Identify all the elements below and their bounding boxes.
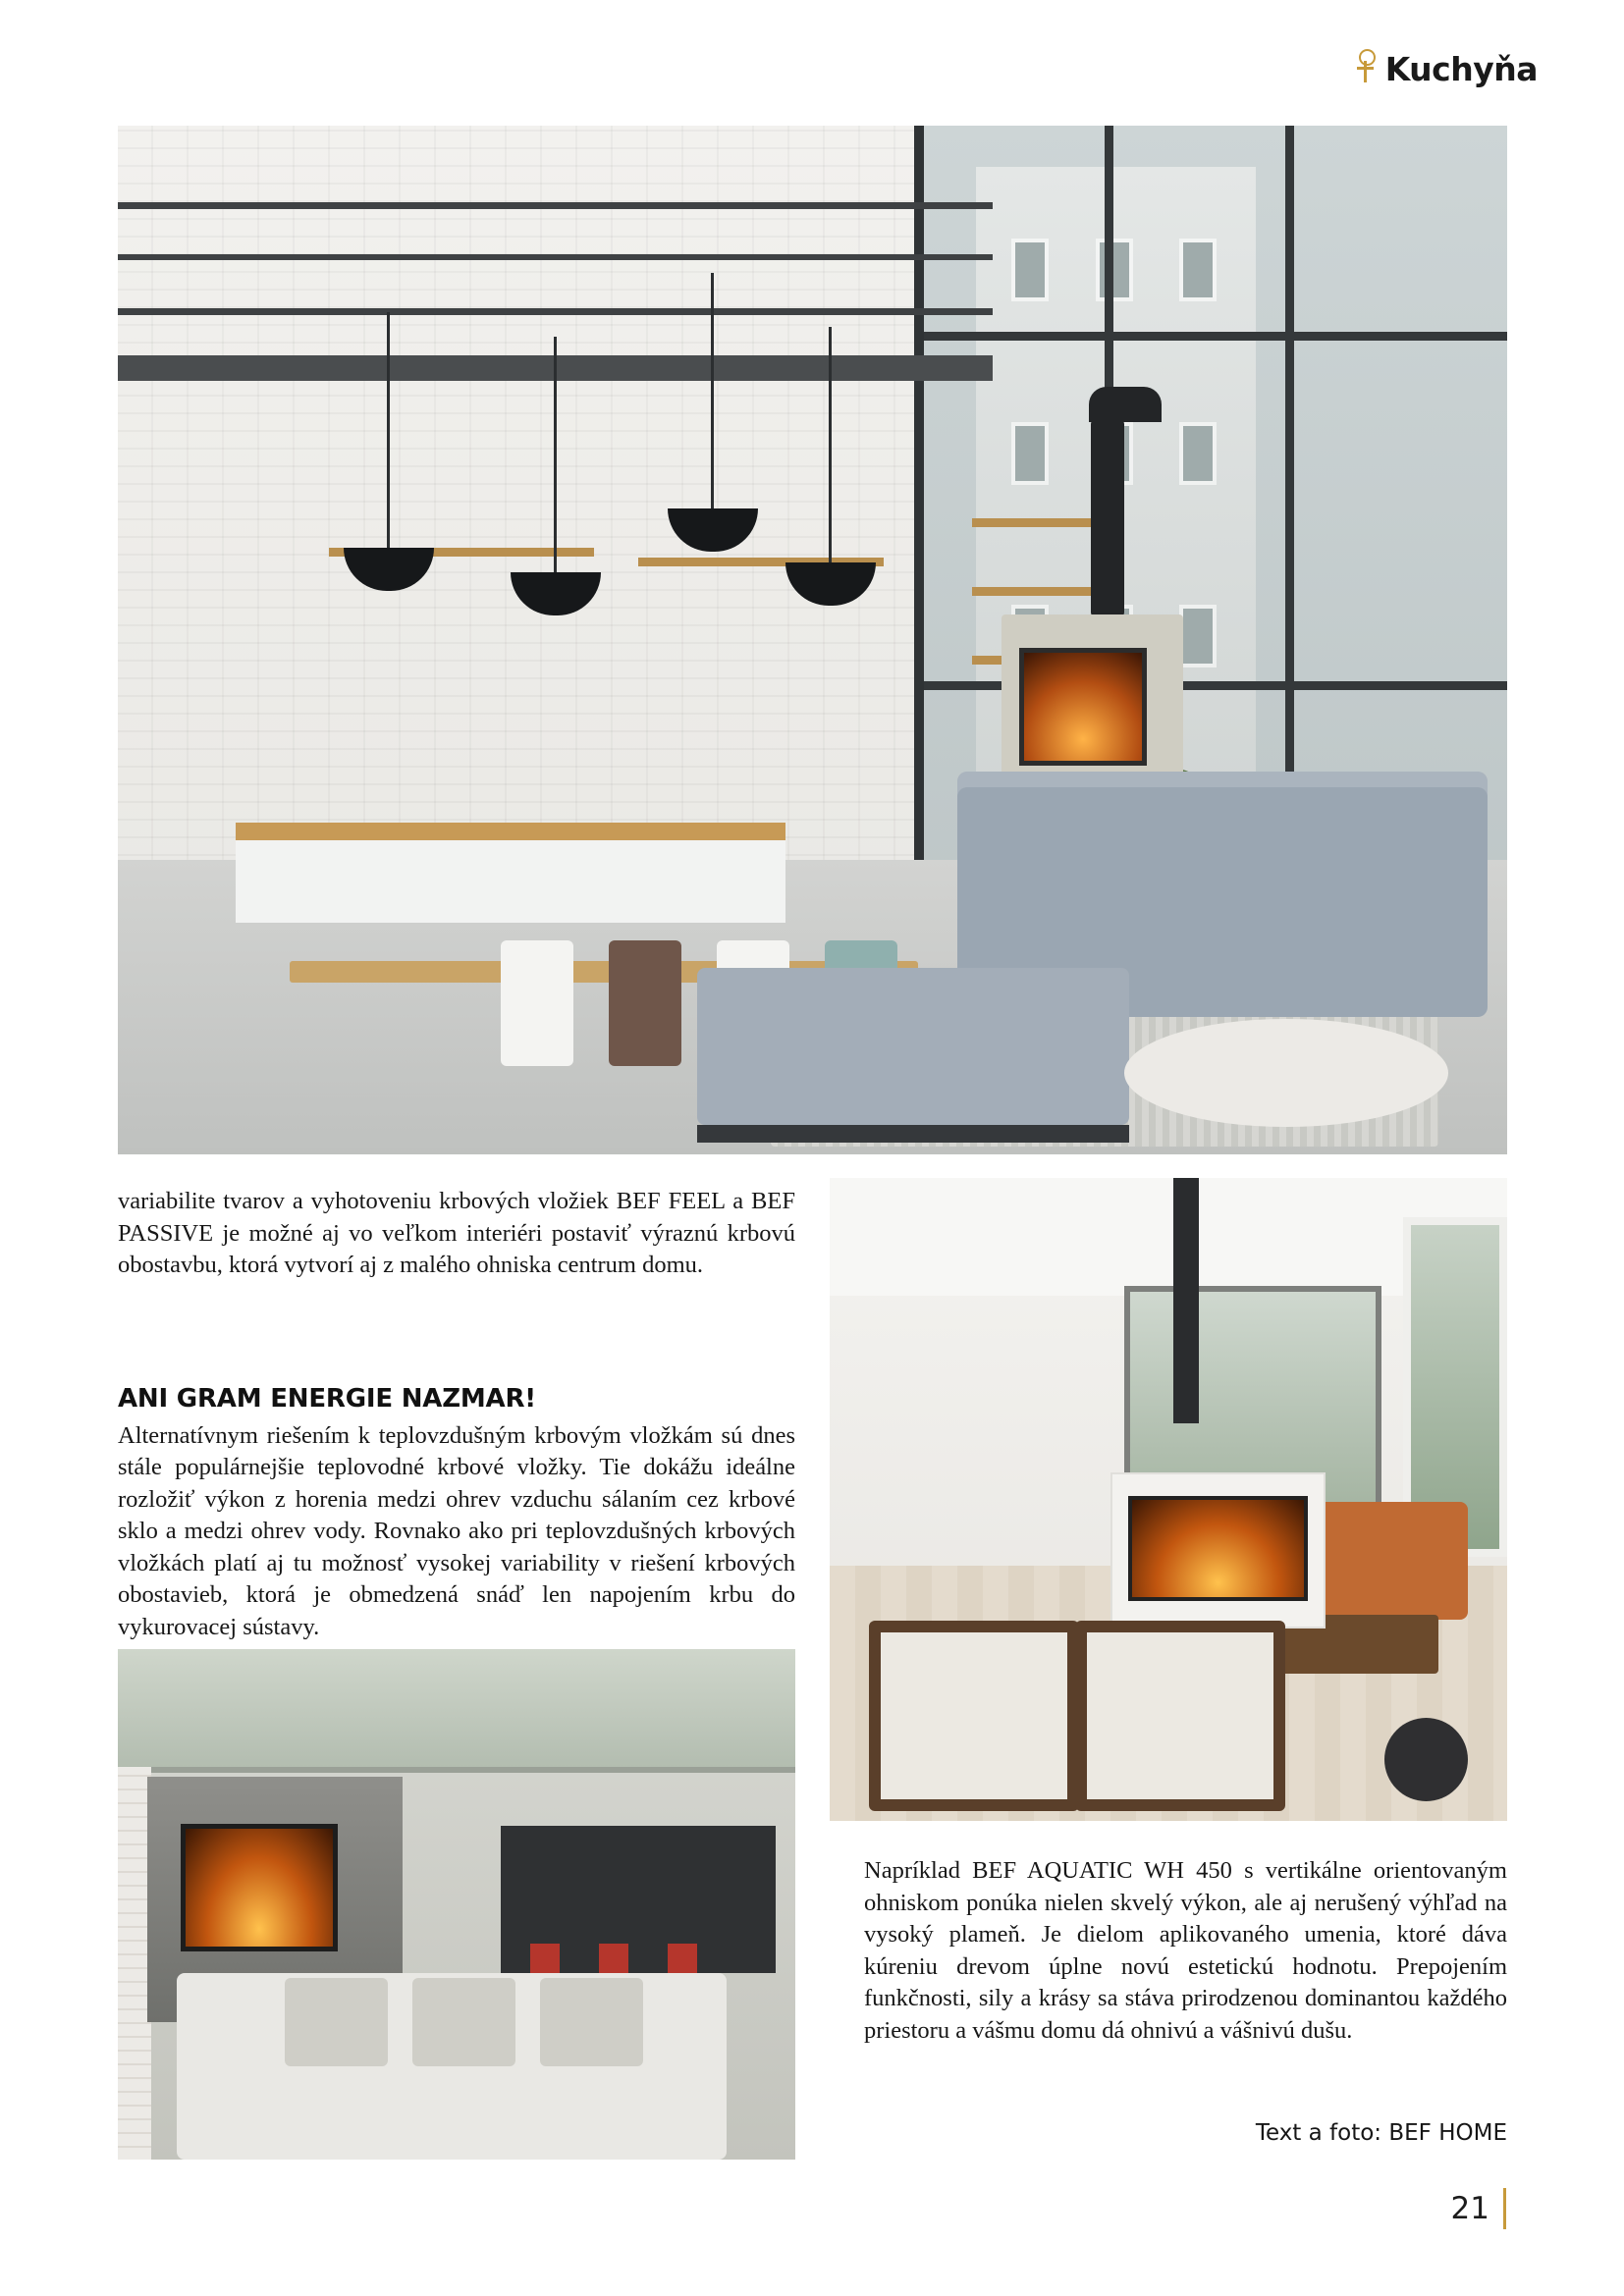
loft-interior-photo <box>118 126 1507 1154</box>
kuchyna-logo-icon <box>1354 47 1380 90</box>
page-folio <box>1451 2188 1506 2229</box>
closing-paragraph: Napríklad BEF AQUATIC WH 450 s vertikálne orientovaným ohniskom ponúka nielen skvelý výkon, ale aj nerušený výhľad na vysoký plameň. Je dielom aplikovaného umenia, ktoré dáva kúreniu drevom úplne novú estetickú hodnotu. Prepojením funkčnosti, sily a krásy sa stáva prirodzenou dominantou každého priestoru a vášmu domu dá ohnivú a vášnivú dušu. <box>864 1857 1507 2044</box>
loft-stone-fireplace-photo <box>118 1649 795 2160</box>
page-number: 21 <box>1450 2191 1489 2226</box>
body-paragraph: Alternatívnym riešením k teplovzdušným krbovým vložkám sú dnes stále populárnejšie teplovodné krbové vložky. Tie dokážu ideálne rozložiť výkon z horenia medzi ohrev vzduchu sálaním cez krbové sklo a medzi ohrev vody. Rovnako ako pri teplovzdušných krbových vložkách platí aj tu možnosť vysokej variability v riešení krbových obostavieb, ktorá je obmedzená snáď len napojením krbu do vykurovacej sústavy. <box>118 1421 795 1641</box>
modern-living-room-fireplace-photo <box>830 1178 1507 1821</box>
photo-credit: Text a foto: BEF HOME <box>1255 2120 1507 2146</box>
section-subheading: ANI GRAM ENERGIE NAZMAR! <box>118 1384 536 1414</box>
masthead-wordmark: Kuchyňa <box>1384 49 1538 88</box>
closing-text-block <box>864 1855 1507 2047</box>
body-text-block <box>118 1357 795 1644</box>
panoramic-fireplace <box>1110 1472 1326 1629</box>
intro-text-block <box>118 1186 795 1282</box>
masthead <box>1354 47 1538 90</box>
folio-rule-icon <box>1503 2188 1506 2229</box>
intro-paragraph: variabilite tvarov a vyhotoveniu krbových vložiek BEF FEEL a BEF PASSIVE je možné aj vo veľkom interiéri postaviť výraznú krbovú obostavbu, ktorá vytvorí aj z malého ohniska centrum domu. <box>118 1188 795 1279</box>
